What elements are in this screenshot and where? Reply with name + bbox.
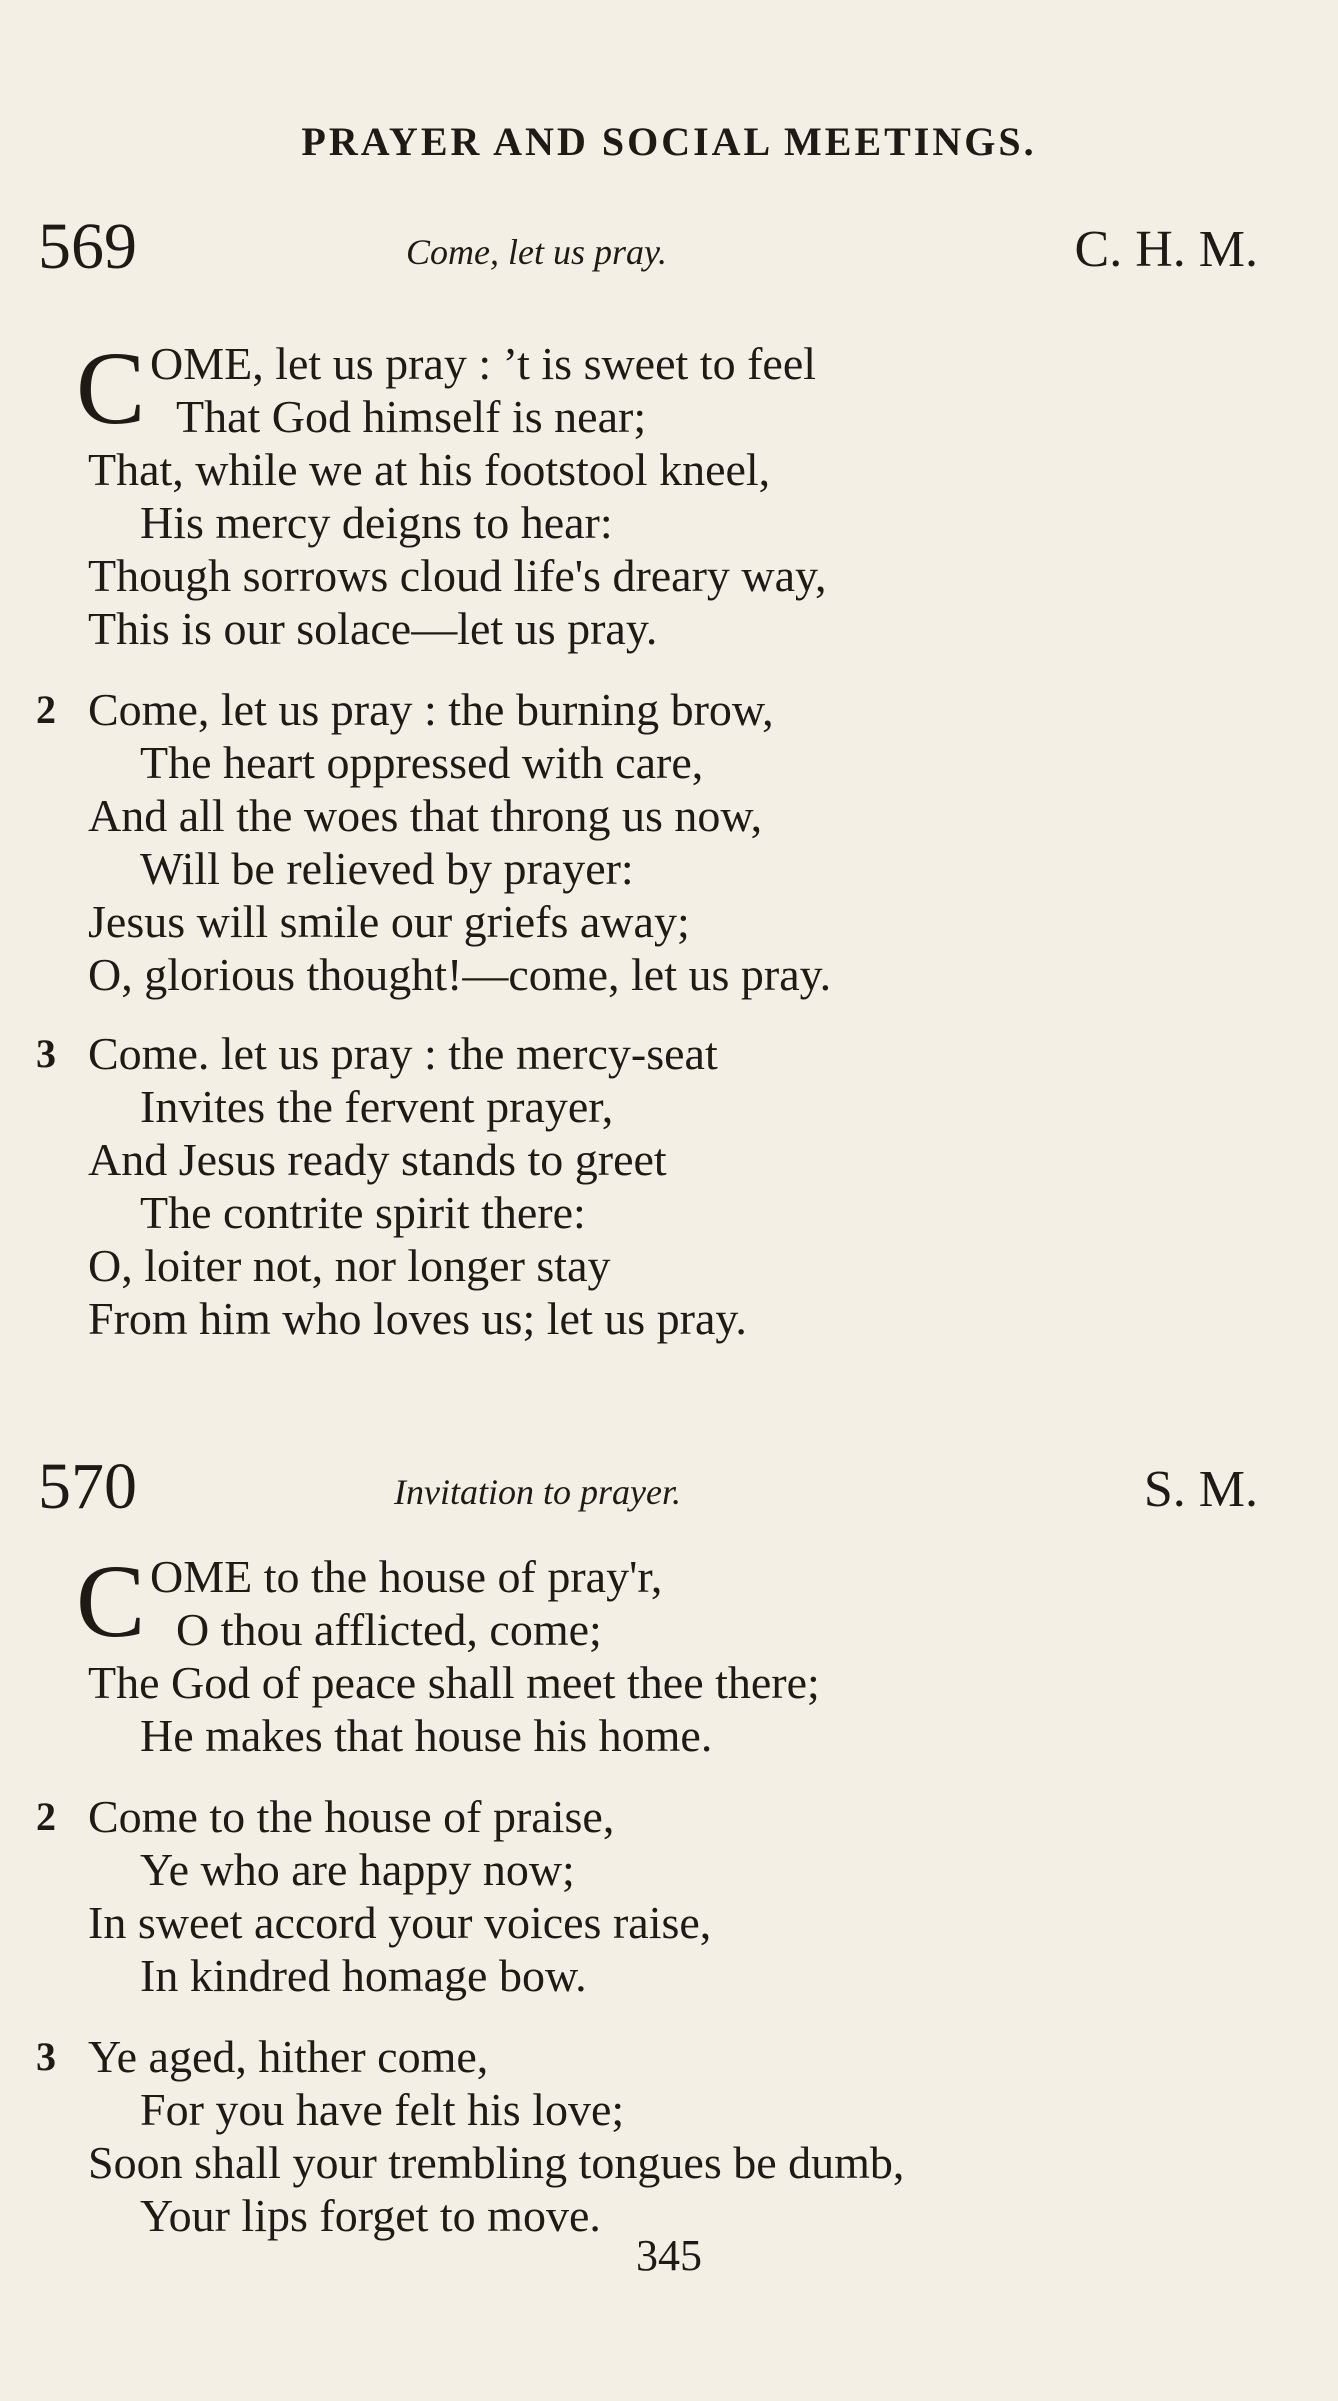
hymn-line: O thou afflicted, come; <box>176 1604 602 1655</box>
hymn-line: OME to the house of pray'r, <box>150 1551 663 1602</box>
stanza-number: 2 <box>36 687 56 732</box>
running-head: PRAYER AND SOCIAL MEETINGS. <box>301 119 1037 164</box>
hymn-meter: S. M. <box>1143 1461 1258 1518</box>
hymn-line: His mercy deigns to hear: <box>140 497 613 548</box>
hymn-number: 570 <box>38 1450 137 1523</box>
stanza <box>76 1544 1268 1762</box>
hymn-line: Will be relieved by prayer: <box>140 843 634 894</box>
hymn-title: Invitation to prayer. <box>394 1472 681 1512</box>
hymn-line: Come to the house of praise, <box>88 1791 615 1842</box>
drop-cap: C <box>76 1544 146 1659</box>
hymn-header <box>38 1440 1258 1523</box>
stanza <box>36 2030 1268 2242</box>
stanza <box>36 1790 1268 2002</box>
hymn-number: 569 <box>38 210 137 283</box>
stanza-number: 3 <box>36 2034 56 2079</box>
hymn-line: And all the woes that throng us now, <box>88 790 763 841</box>
stanza-number: 3 <box>36 1031 56 1076</box>
drop-cap: C <box>76 331 146 446</box>
hymn-line: Soon shall your trembling tongues be dumb, <box>88 2137 905 2188</box>
hymn-line: For you have felt his love; <box>140 2084 625 2135</box>
hymn-line: The heart oppressed with care, <box>140 737 704 788</box>
hymn-line: That God himself is near; <box>176 391 647 442</box>
hymn-line: He makes that house his home. <box>140 1710 713 1761</box>
hymn-title: Come, let us pray. <box>406 232 667 272</box>
hymn-line: Come. let us pray : the mercy-seat <box>88 1028 718 1079</box>
hymn-line: That, while we at his footstool kneel, <box>88 444 771 495</box>
stanza <box>36 683 1268 1001</box>
hymn-line: The God of peace shall meet thee there; <box>88 1657 820 1708</box>
hymn-line: The contrite spirit there: <box>140 1187 586 1238</box>
hymn-line: Ye who are happy now; <box>140 1844 575 1895</box>
hymn-line: Come, let us pray : the burning brow, <box>88 684 774 735</box>
hymn-line: In kindred homage bow. <box>140 1950 587 2001</box>
hymn-line: From him who loves us; let us pray. <box>88 1293 747 1344</box>
stanza <box>36 1027 1268 1345</box>
hymn-line: OME, let us pray : ’t is sweet to feel <box>150 338 817 389</box>
hymn-line: And Jesus ready stands to greet <box>88 1134 667 1185</box>
hymn-line: In sweet accord your voices raise, <box>88 1897 712 1948</box>
stanza-number: 2 <box>36 1794 56 1839</box>
hymn-line: Invites the fervent prayer, <box>140 1081 614 1132</box>
stanza <box>76 331 1268 655</box>
hymn-line: Jesus will smile our griefs away; <box>88 896 690 947</box>
hymn-meter: C. H. M. <box>1074 221 1258 278</box>
hymn-line: Ye aged, hither come, <box>88 2031 489 2082</box>
hymn-header <box>38 200 1258 283</box>
hymn-line: O, glorious thought!—come, let us pray. <box>88 949 832 1000</box>
hymn-line: Though sorrows cloud life's dreary way, <box>88 550 827 601</box>
hymn-line: This is our solace—let us pray. <box>88 603 658 654</box>
hymn-line: Your lips forget to move. <box>140 2190 601 2241</box>
hymn-line: O, loiter not, nor longer stay <box>88 1240 611 1291</box>
page-number: 345 <box>636 2231 702 2280</box>
